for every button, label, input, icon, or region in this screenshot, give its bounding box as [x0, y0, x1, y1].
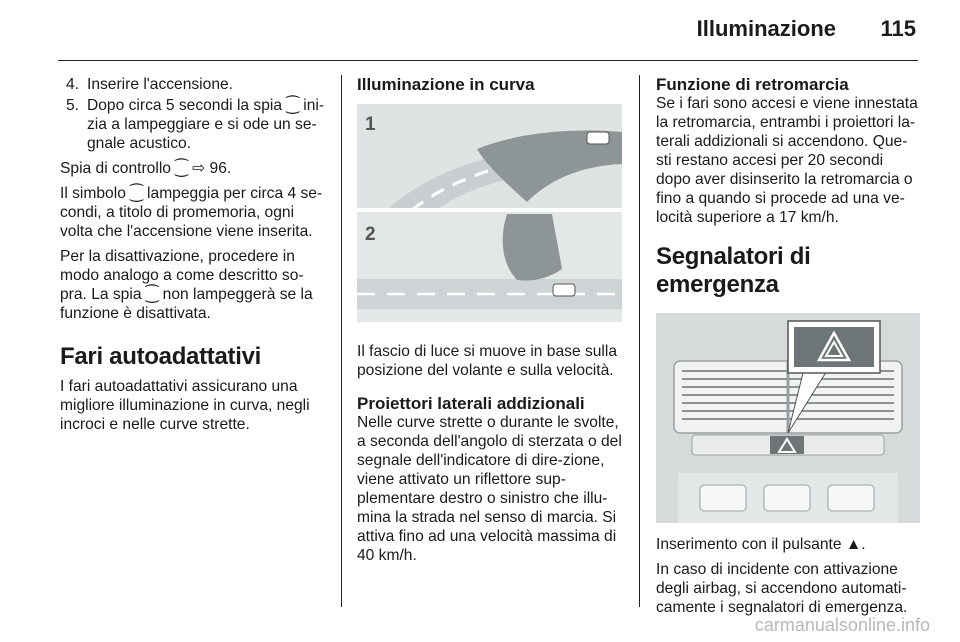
column-divider-2: [639, 75, 640, 607]
column-middle: [357, 75, 624, 571]
heading-proiettori-laterali: Proiettori laterali addizionali: [357, 394, 585, 413]
column-divider-1: [341, 75, 342, 607]
paragraph-fari: I fari autoadattativi assicurano una migliore illuminazione in curva, negli incroci e nelle curve strette.: [60, 378, 310, 433]
paragraph-simbolo: Il simbolo ⁐ lampeggia per circa 4 se-condi, a titolo di promemoria, ogni volta che l'accensione viene inserita.: [60, 185, 323, 240]
panel-label-1: 1: [365, 114, 376, 135]
list-item: [60, 75, 328, 94]
step-text: Inserire l'accensione.: [87, 76, 233, 93]
curve-lighting-svg: [357, 104, 622, 322]
list-item: [60, 96, 328, 153]
page-number: 115: [880, 16, 916, 41]
paragraph-fascio: Il fascio di luce si muove in base sulla posizione del volante e sulla velocità.: [357, 343, 618, 379]
step-text: Dopo circa 5 secondi la spia ⁐ ini-zia a lampeggiare e si ode un se-gnale acustico.: [87, 97, 325, 152]
watermark: carmanualsonline.info: [754, 615, 930, 635]
column-left: [60, 75, 328, 440]
heading-funzione-retromarcia: Funzione di retromarcia: [656, 75, 849, 94]
page-header: [58, 0, 918, 61]
page-title: Illuminazione: [696, 16, 836, 41]
steps-list: [60, 75, 328, 153]
hazard-switch-svg: [656, 313, 920, 523]
heading-illuminazione-curva: Illuminazione in curva: [357, 75, 535, 94]
paragraph-incidente: In caso di incidente con attivazione degli airbag, si accendono automati-camente i segnalatori di emergenza.: [656, 561, 908, 616]
heading-segnalatori-emergenza: Segnalatori di emergenza: [656, 243, 811, 298]
paragraph-disattivazione: Per la disattivazione, procedere in modo analogo a come descritto so-pra. La spia ⁐ non lampeggerà se la funzione è disattivata.: [60, 248, 313, 322]
panel-label-2: 2: [365, 224, 376, 245]
paragraph-retromarcia: Se i fari sono accesi e viene innestata la retromarcia, entrambi i proiettori la-terali addizionali si accendono. Que-sti restano accesi per 20 secondi dopo aver disinserito la retromarcia o fino a quando si procede ad una ve-locità superiore a 17 km/h.: [656, 95, 918, 226]
step-number: 4.: [66, 76, 80, 93]
paragraph-inserimento: Inserimento con il pulsante ▲.: [656, 536, 866, 553]
column-right: [656, 75, 922, 623]
curve-lighting-illustration: [357, 104, 622, 322]
hazard-switch-illustration: [656, 313, 921, 523]
paragraph-proiettori: Nelle curve strette o durante le svolte, a seconda dell'angolo di sterzata o del segnale dell'indicatore di dire-zione, viene attivato un riflettore sup-plementare destro o sinistro che illu-mina la strada nel senso di marcia. Si attiva fino ad una velocità massima di 40 km/h.: [357, 414, 622, 564]
step-number: 5.: [66, 97, 80, 114]
heading-fari-autoadattativi: Fari autoadattativi: [60, 343, 262, 370]
paragraph-spia: Spia di controllo ⁐ ⇨ 96.: [60, 160, 232, 177]
